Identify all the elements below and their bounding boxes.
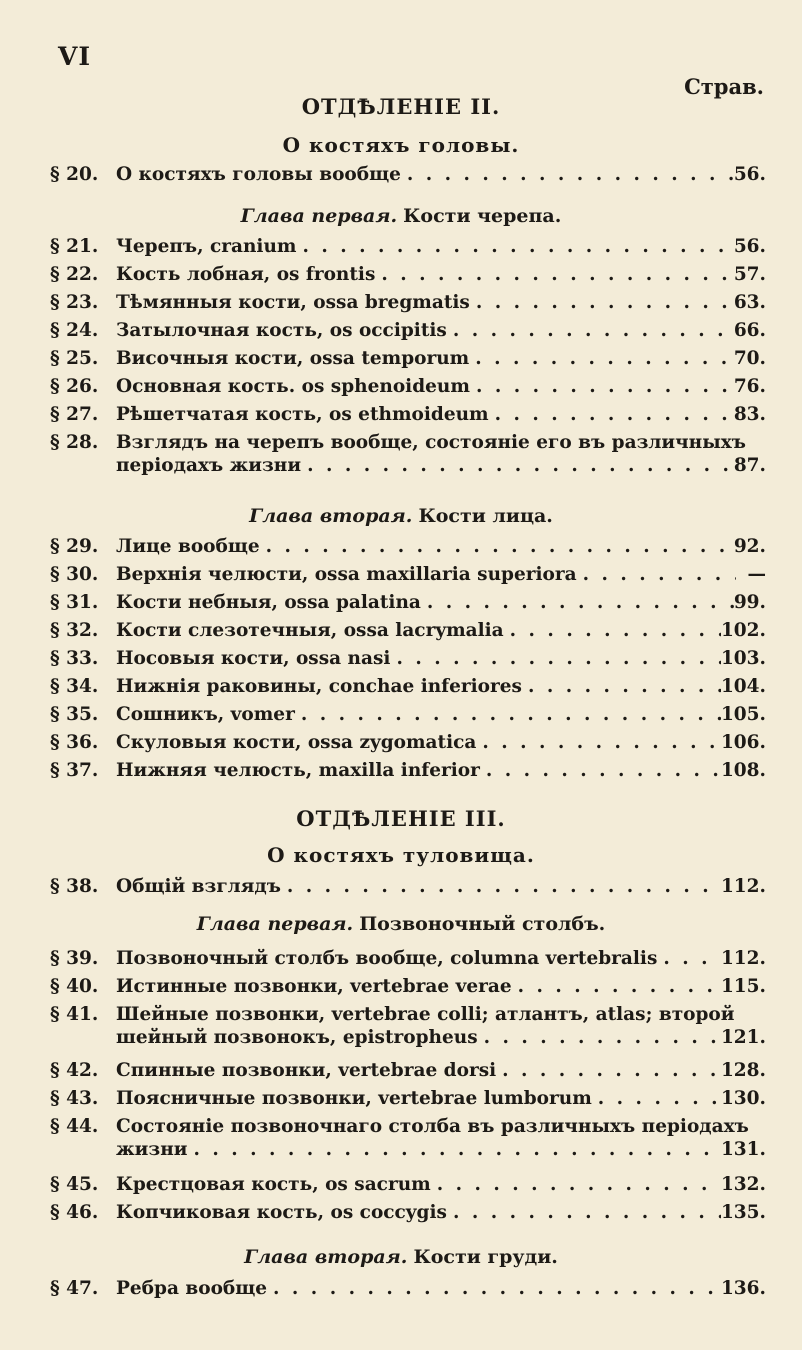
entry-number: § 37. [50, 760, 99, 781]
toc-entry [50, 1202, 766, 1232]
entry-title: Рѣшетчатая кость, os ethmoideum [116, 404, 489, 425]
toc-entry [50, 1116, 766, 1176]
dot-leader [469, 348, 734, 369]
entry-title: Основная кость. os sphenoideum [116, 376, 470, 397]
entry-page: 66. [733, 320, 766, 341]
pages-column-label: Страв. [684, 74, 764, 99]
entry-page: 99. [733, 592, 766, 613]
dot-leader [504, 620, 721, 641]
dot-leader [577, 564, 736, 585]
entry-title: Носовыя кости, ossa nasi [116, 648, 391, 669]
entry-number: § 40. [50, 976, 99, 997]
entry-page: 105. [720, 704, 766, 725]
entry-page: 106. [720, 732, 766, 753]
entry-title: Скуловыя кости, ossa zygomatica [116, 732, 477, 753]
dot-leader [375, 264, 733, 285]
chapter-title: Кости груди. [413, 1246, 558, 1268]
chapter-label: Глава вторая. [244, 1246, 408, 1268]
dot-leader [431, 1174, 721, 1195]
entry-number: § 21. [50, 236, 99, 257]
entry-title: Поясничные позвонки, vertebrae lumborum [116, 1088, 592, 1109]
dot-leader [489, 404, 734, 425]
entry-title: Лице вообще [116, 536, 260, 557]
entry-title: Позвоночный столбъ вообще, columna vertebralis [116, 948, 658, 969]
dot-leader [260, 536, 734, 557]
dot-leader [592, 1088, 721, 1109]
entry-title: Спинные позвонки, vertebrae dorsi [116, 1060, 497, 1081]
entry-number: § 34. [50, 676, 99, 697]
entry-number: § 47. [50, 1278, 99, 1299]
dot-leader [447, 320, 734, 341]
toc-entry [50, 704, 766, 734]
entry-page: 135. [720, 1202, 766, 1223]
toc-entry [50, 620, 766, 650]
entry-number: § 27. [50, 404, 99, 425]
chapter-title: Позвоночный столбъ. [359, 913, 606, 935]
dot-leader [267, 1278, 721, 1299]
chapter-label: Глава первая. [196, 913, 354, 935]
toc-entry [50, 1088, 766, 1118]
entry-title: Состояніе позвоночнаго столба въ различныхъ періодахъ [116, 1116, 749, 1137]
entry-page: 76. [733, 376, 766, 397]
entry-number: § 24. [50, 320, 99, 341]
entry-title: Кости слезотечныя, ossa lacrymalia [116, 620, 504, 641]
dot-leader [390, 648, 720, 669]
entry-page: 121. [720, 1027, 766, 1048]
toc-entry [50, 536, 766, 566]
toc-entry [50, 1174, 766, 1204]
toc-entry [50, 1278, 766, 1308]
entry-page: 57. [733, 264, 766, 285]
dot-leader [522, 676, 721, 697]
page-number: VI [58, 42, 92, 71]
entry-title-continued: періодахъ жизни [116, 455, 302, 476]
entry-number: § 30. [50, 564, 99, 585]
entry-number: § 45. [50, 1174, 99, 1195]
dot-leader [187, 1139, 720, 1160]
dot-leader [478, 1027, 721, 1048]
entry-page: 103. [720, 648, 766, 669]
entry-page: 112. [720, 876, 766, 897]
entry-number: § 28. [50, 432, 99, 453]
dot-leader [480, 760, 721, 781]
entry-page: 56. [733, 164, 766, 185]
toc-entry [50, 1004, 766, 1064]
entry-number: § 44. [50, 1116, 99, 1137]
entry-number: § 38. [50, 876, 99, 897]
section-subtitle: О костяхъ головы. [282, 133, 520, 157]
entry-title-continued: шейный позвонокъ, epistropheus [116, 1027, 478, 1048]
section-subtitle: О костяхъ туловища. [267, 843, 535, 867]
dot-leader [470, 292, 734, 313]
toc-entry [50, 760, 766, 790]
entry-title: Взглядъ на черепъ вообще, состояніе его въ различныхъ [116, 432, 746, 453]
entry-number: § 35. [50, 704, 99, 725]
toc-entry [50, 236, 766, 266]
section-title: ОТДѢЛЕНІЕ II. [301, 94, 501, 119]
entry-title: Копчиковая кость, os coccygis [116, 1202, 447, 1223]
dot-leader [496, 1060, 721, 1081]
entry-title: Нижнія раковины, conchae inferiores [116, 676, 522, 697]
entry-title: Кость лобная, os frontis [116, 264, 376, 285]
dot-leader [447, 1202, 721, 1223]
entry-number: § 41. [50, 1004, 99, 1025]
toc-entry [50, 404, 766, 434]
entry-title: Верхнія челюсти, ossa maxillaria superiora [116, 564, 577, 585]
toc-entry [50, 264, 766, 294]
section-title: ОТДѢЛЕНІЕ III. [296, 806, 506, 831]
dot-leader [657, 948, 721, 969]
entry-number: § 22. [50, 264, 99, 285]
entry-title: Кости небныя, ossa palatina [116, 592, 421, 613]
dot-leader [476, 732, 721, 753]
chapter-heading [0, 1246, 802, 1268]
entry-title: Сошникъ, vomer [116, 704, 295, 725]
chapter-title: Кости лица. [418, 505, 553, 527]
toc-entry [50, 948, 766, 978]
entry-page: — [747, 564, 766, 585]
dot-leader [281, 876, 721, 897]
entry-title: Крестцовая кость, os sacrum [116, 1174, 431, 1195]
chapter-heading [0, 505, 802, 527]
entry-number: § 29. [50, 536, 99, 557]
entry-page: 83. [733, 404, 766, 425]
entry-number: § 33. [50, 648, 99, 669]
chapter-label: Глава первая. [240, 205, 398, 227]
entry-page: 130. [720, 1088, 766, 1109]
entry-page: 128. [720, 1060, 766, 1081]
chapter-label: Глава вторая. [249, 505, 413, 527]
entry-page: 132. [720, 1174, 766, 1195]
entry-number: § 31. [50, 592, 99, 613]
toc-entry [50, 564, 766, 594]
toc-entry [50, 432, 766, 492]
toc-entry [50, 1060, 766, 1090]
entry-page: 115. [720, 976, 766, 997]
toc-entry [50, 648, 766, 678]
dot-leader [421, 592, 734, 613]
chapter-heading [0, 913, 802, 935]
entry-title: Шейные позвонки, vertebrae colli; атлантъ, atlas; второй [116, 1004, 735, 1025]
toc-entry [50, 976, 766, 1006]
entry-number: § 25. [50, 348, 99, 369]
dot-leader [301, 455, 734, 476]
entry-page: 136. [720, 1278, 766, 1299]
toc-entry [50, 732, 766, 762]
dot-leader [401, 164, 734, 185]
entry-page: 102. [720, 620, 766, 641]
toc-entry [50, 676, 766, 706]
entry-number: § 20. [50, 164, 99, 185]
chapter-heading [0, 205, 802, 227]
entry-title: Общій взглядъ [116, 876, 281, 897]
entry-page: 87. [733, 455, 766, 476]
entry-number: § 39. [50, 948, 99, 969]
entry-number: § 26. [50, 376, 99, 397]
entry-title: Черепъ, cranium [116, 236, 297, 257]
toc-entry [50, 292, 766, 322]
entry-title: Тѣмянныя кости, ossa bregmatis [116, 292, 470, 313]
dot-leader [295, 704, 721, 725]
toc-entry [50, 164, 766, 194]
entry-title: Истинные позвонки, vertebrae verae [116, 976, 512, 997]
entry-title: Затылочная кость, os occipitis [116, 320, 447, 341]
entry-page: 92. [733, 536, 766, 557]
entry-page: 112. [720, 948, 766, 969]
toc-entry [50, 348, 766, 378]
toc-entry [50, 592, 766, 622]
entry-page: 108. [720, 760, 766, 781]
entry-page: 131. [720, 1139, 766, 1160]
entry-number: § 42. [50, 1060, 99, 1081]
entry-title: Ребра вообще [116, 1278, 268, 1299]
chapter-title: Кости черепа. [403, 205, 562, 227]
dot-leader [512, 976, 721, 997]
entry-title: Нижняя челюсть, maxilla inferior [116, 760, 480, 781]
entry-number: § 43. [50, 1088, 99, 1109]
entry-title: Височныя кости, ossa temporum [116, 348, 470, 369]
entry-number: § 32. [50, 620, 99, 641]
toc-entry [50, 376, 766, 406]
entry-page: 104. [720, 676, 766, 697]
toc-entry [50, 320, 766, 350]
entry-number: § 23. [50, 292, 99, 313]
entry-title-continued: жизни [116, 1139, 188, 1160]
toc-entry [50, 876, 766, 906]
dot-leader [470, 376, 734, 397]
entry-page: 56. [733, 236, 766, 257]
entry-title: О костяхъ головы вообще [116, 164, 401, 185]
entry-number: § 36. [50, 732, 99, 753]
entry-number: § 46. [50, 1202, 99, 1223]
entry-page: 63. [733, 292, 766, 313]
entry-page: 70. [733, 348, 766, 369]
dot-leader [296, 236, 733, 257]
